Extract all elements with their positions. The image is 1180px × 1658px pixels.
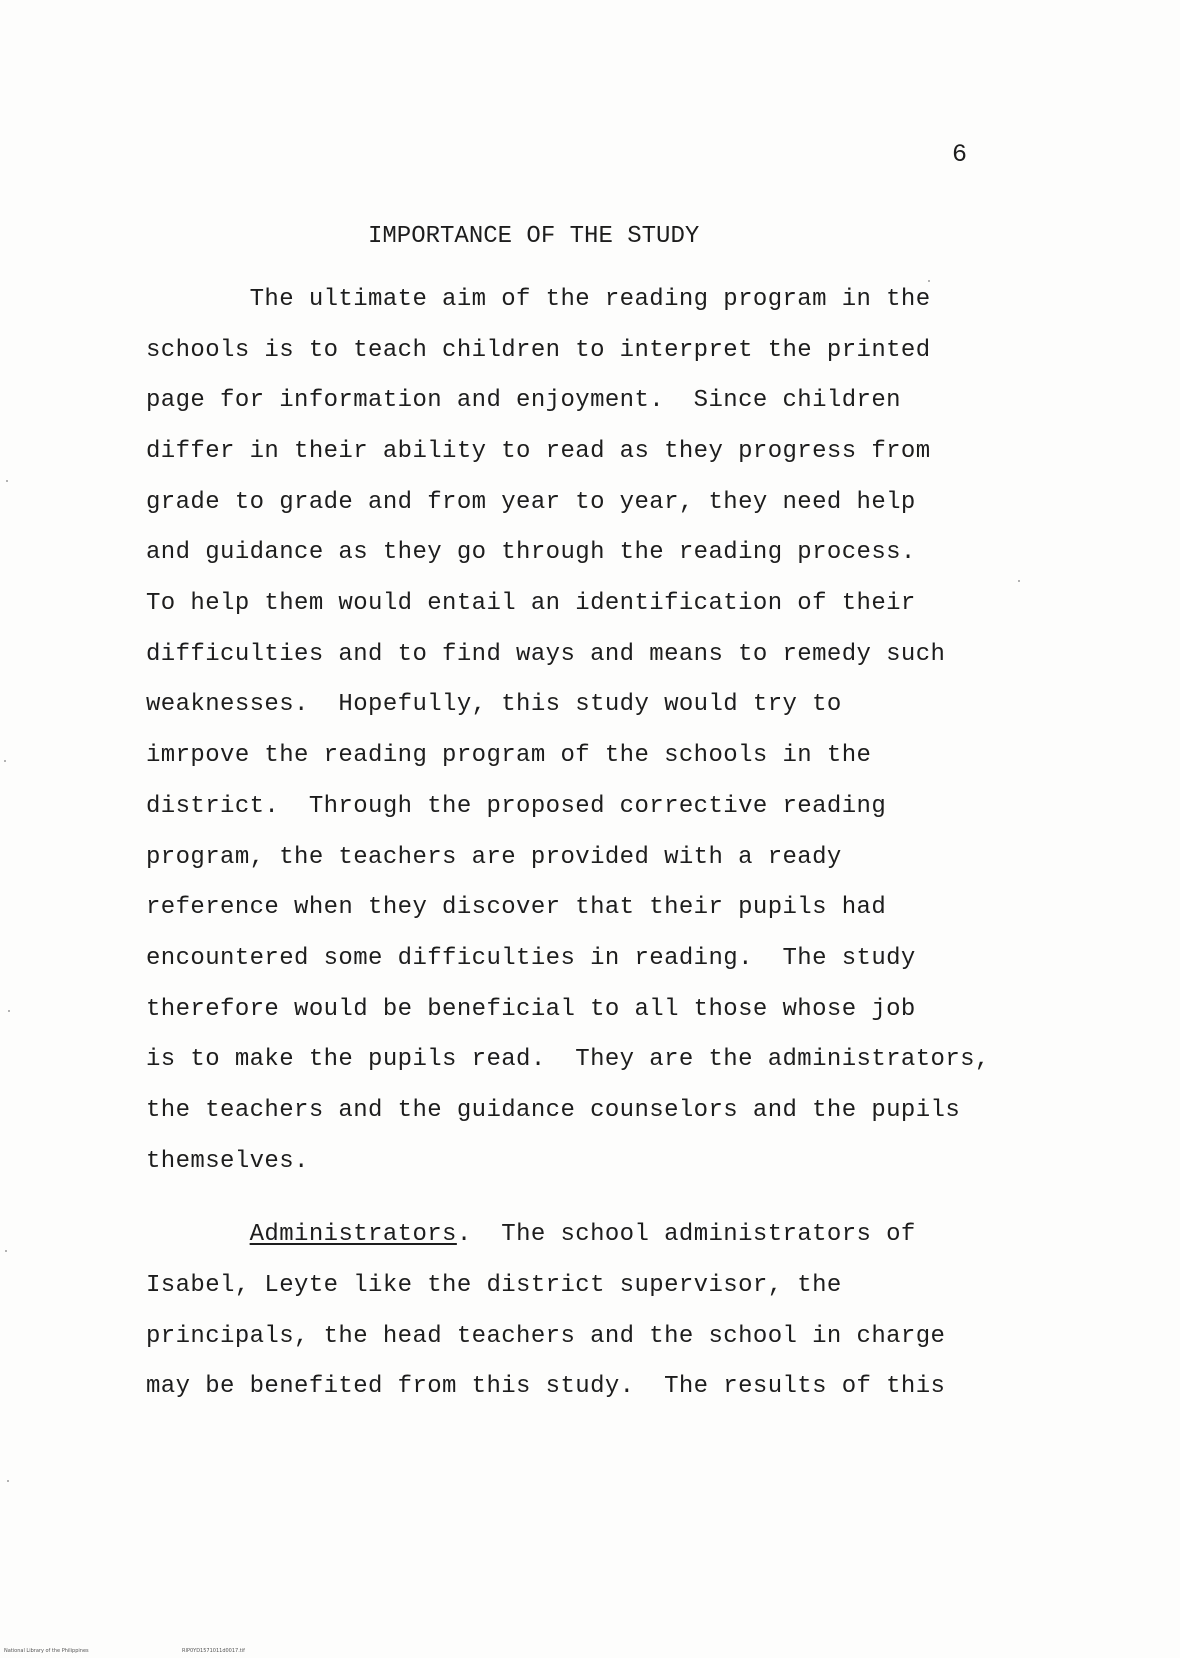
paragraph-line: is to make the pupils read. They are the administrators, [146,1046,990,1073]
paragraph-line: Isabel, Leyte like the district supervisor, the [146,1272,842,1299]
paragraph-line: themselves. [146,1148,309,1175]
scan-speck [8,1010,10,1012]
paragraph-line: schools is to teach children to interpret the printed [146,337,931,364]
paragraph-line: grade to grade and from year to year, they need help [146,489,916,516]
paragraph-line: page for information and enjoyment. Since children [146,387,901,414]
footer-library-credit: National Library of the Philippines [4,1648,89,1654]
section-heading: IMPORTANCE OF THE STUDY [368,223,700,250]
paragraph-line: difficulties and to find ways and means to remedy such [146,641,946,668]
scan-speck [928,280,930,282]
scan-speck [6,480,8,482]
scan-speck [1018,580,1020,582]
scan-speck [7,1480,9,1482]
scan-speck [5,1250,7,1252]
paragraph-line: imrpove the reading program of the schools in the [146,742,872,769]
administrators-first-line-rest: . The school administrators of [456,1221,916,1248]
scan-speck [4,760,6,762]
page-number: 6 [952,140,968,169]
paragraph-line: differ in their ability to read as they progress from [146,438,931,465]
paragraph-line: and guidance as they go through the reading process. [146,539,916,566]
paragraph-line: therefore would be beneficial to all those whose job [146,996,916,1023]
paragraph-line: The ultimate aim of the reading program in the [146,286,931,313]
administrators-first-line [146,1220,916,1250]
paragraph-line: principals, the head teachers and the school in charge [146,1323,946,1350]
paragraph-line: district. Through the proposed corrective reading [146,793,887,820]
paragraph-line: encountered some difficulties in reading. The study [146,945,916,972]
paragraph-line: reference when they discover that their pupils had [146,894,887,921]
paragraph-line: program, the teachers are provided with a ready [146,844,842,871]
paragraph-line: weaknesses. Hopefully, this study would try to [146,691,842,718]
indent [146,1221,250,1248]
administrators-subheading: Administrators [249,1221,457,1248]
paragraph-line: may be benefited from this study. The results of this [146,1373,946,1400]
footer-file-reference: RIP0YD1571011d0017.tif [182,1648,245,1654]
paragraph-line: the teachers and the guidance counselors and the pupils [146,1097,961,1124]
paragraph-line: To help them would entail an identification of their [146,590,916,617]
